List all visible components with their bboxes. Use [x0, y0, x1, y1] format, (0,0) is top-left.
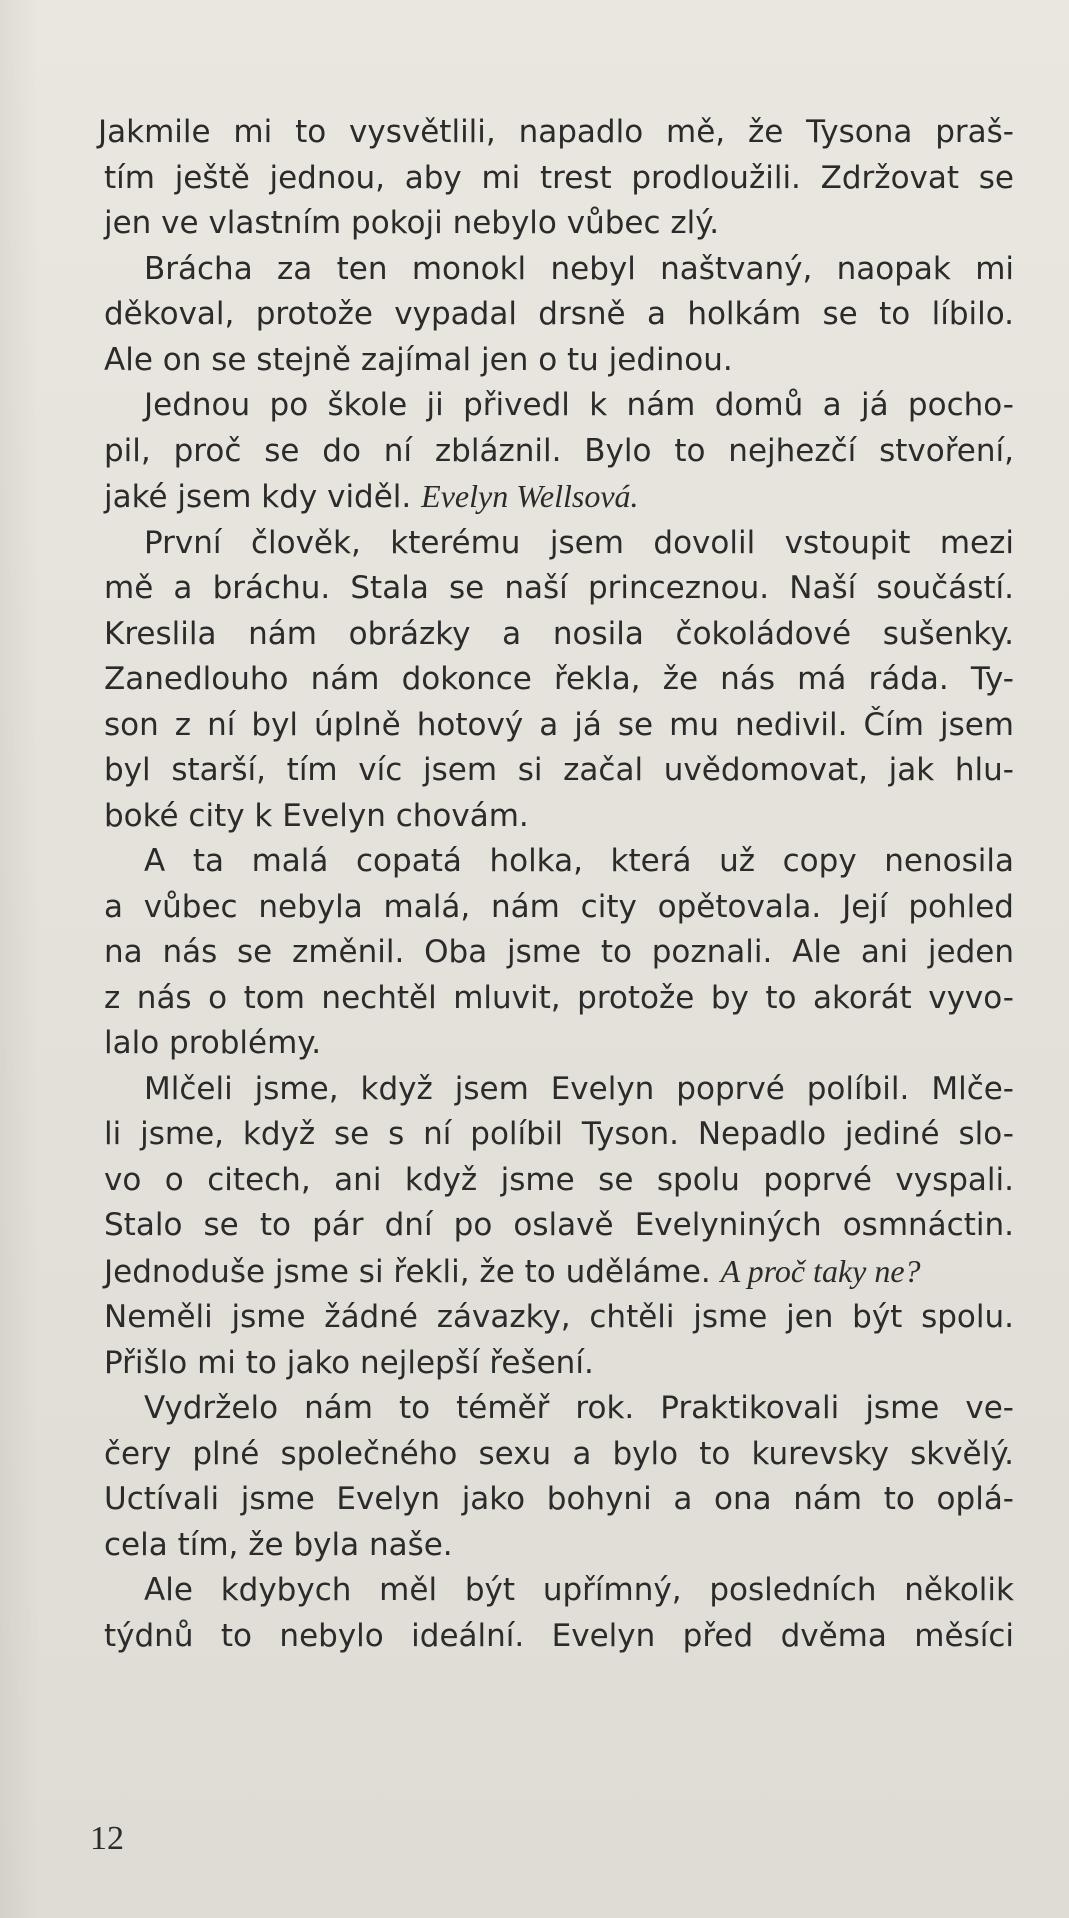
text-line: pil, proč se do ní zbláznil. Bylo to nejhezčí stvoření, [104, 432, 1014, 469]
text-line: li jsme, když se s ní políbil Tyson. Nepadlo jediné slo- [104, 1116, 1014, 1152]
text-line: Uctívali jsme Evelyn jako bohyni a ona nám to oplá- [104, 1481, 1014, 1517]
text-line: děkoval, protože vypadal drsně a holkám se to líbilo. [104, 296, 1014, 332]
text-line: cela tím, že byla naše. [104, 1526, 453, 1563]
text-line: Ale on se stejně zajímal jen o tu jedinou. [104, 341, 733, 378]
text-line: Ale kdybych měl být upřímný, posledních několik [144, 1572, 1014, 1608]
text-line: a vůbec nebyla malá, nám city opětovala. Její pohled [104, 888, 1014, 925]
text-line: Stalo se to pár dní po oslavě Evelyniných osmnáctin. [104, 1207, 1014, 1243]
page-number: 12 [90, 1820, 124, 1857]
text-line: Jakmile mi to vysvětlili, napadlo mě, že Tysona praš- [98, 114, 1014, 150]
text-line: Neměli jsme žádné závazky, chtěli jsme jen být spolu. [104, 1299, 1014, 1335]
text-line: čery plné společného sexu a bylo to kurevsky skvělý. [104, 1435, 1014, 1472]
text-line: Brácha za ten monokl nebyl naštvaný, naopak mi [144, 250, 1014, 287]
text-line: Zanedlouho nám dokonce řekla, že nás má ráda. Ty- [104, 661, 1014, 697]
text-line: lalo problémy. [104, 1025, 322, 1061]
text-line: Jednou po škole ji přivedl k nám domů a já pocho- [144, 387, 1014, 423]
text-line [104, 474, 1014, 521]
text-line: jen ve vlastním pokoji nebylo vůbec zlý. [104, 205, 720, 241]
text-line: na nás se změnil. Oba jsme to poznali. Ale ani jeden [104, 934, 1014, 970]
page-shadow [0, 0, 40, 1918]
text-line: Přišlo mi to jako nejlepší řešení. [104, 1344, 594, 1381]
text-line: byl starší, tím víc jsem si začal uvědomovat, jak hlu- [104, 752, 1014, 788]
italic-name: Evelyn Wellsová. [421, 478, 639, 514]
text-line: Mlčeli jsme, když jsem Evelyn poprvé políbil. Mlče- [144, 1070, 1014, 1107]
text-line: A ta malá copatá holka, která už copy nenosila [144, 843, 1014, 879]
text-line: boké city k Evelyn chovám. [104, 797, 529, 834]
text-line: tím ještě jednou, aby mi trest prodloužili. Zdržovat se [104, 159, 1014, 196]
body-text [98, 110, 1014, 1659]
text-line: První člověk, kterému jsem dovolil vstoupit mezi [144, 524, 1014, 561]
italic-phrase: A proč taky ne? [720, 1252, 921, 1289]
text-line: týdnů to nebylo ideální. Evelyn před dvěma měsíci [104, 1617, 1014, 1654]
text-line: Kreslila nám obrázky a nosila čokoládové sušenky. [104, 615, 1014, 652]
text-line: Vydrželo nám to téměř rok. Praktikovali jsme ve- [144, 1390, 1014, 1426]
text-line: mě a bráchu. Stala se naší princeznou. Naší součástí. [104, 570, 1014, 606]
text-line [104, 1249, 1014, 1296]
text-fragment: Jednoduše jsme si řekli, že to uděláme. [104, 1253, 711, 1290]
text-line: son z ní byl úplně hotový a já se mu nedivil. Čím jsem [104, 706, 1014, 743]
text-line: vo o citech, ani když jsme se spolu poprvé vyspali. [104, 1161, 1014, 1198]
text-line: z nás o tom nechtěl mluvit, protože by to akorát vyvo- [104, 979, 1014, 1016]
text-fragment: jaké jsem kdy viděl. [104, 479, 412, 515]
